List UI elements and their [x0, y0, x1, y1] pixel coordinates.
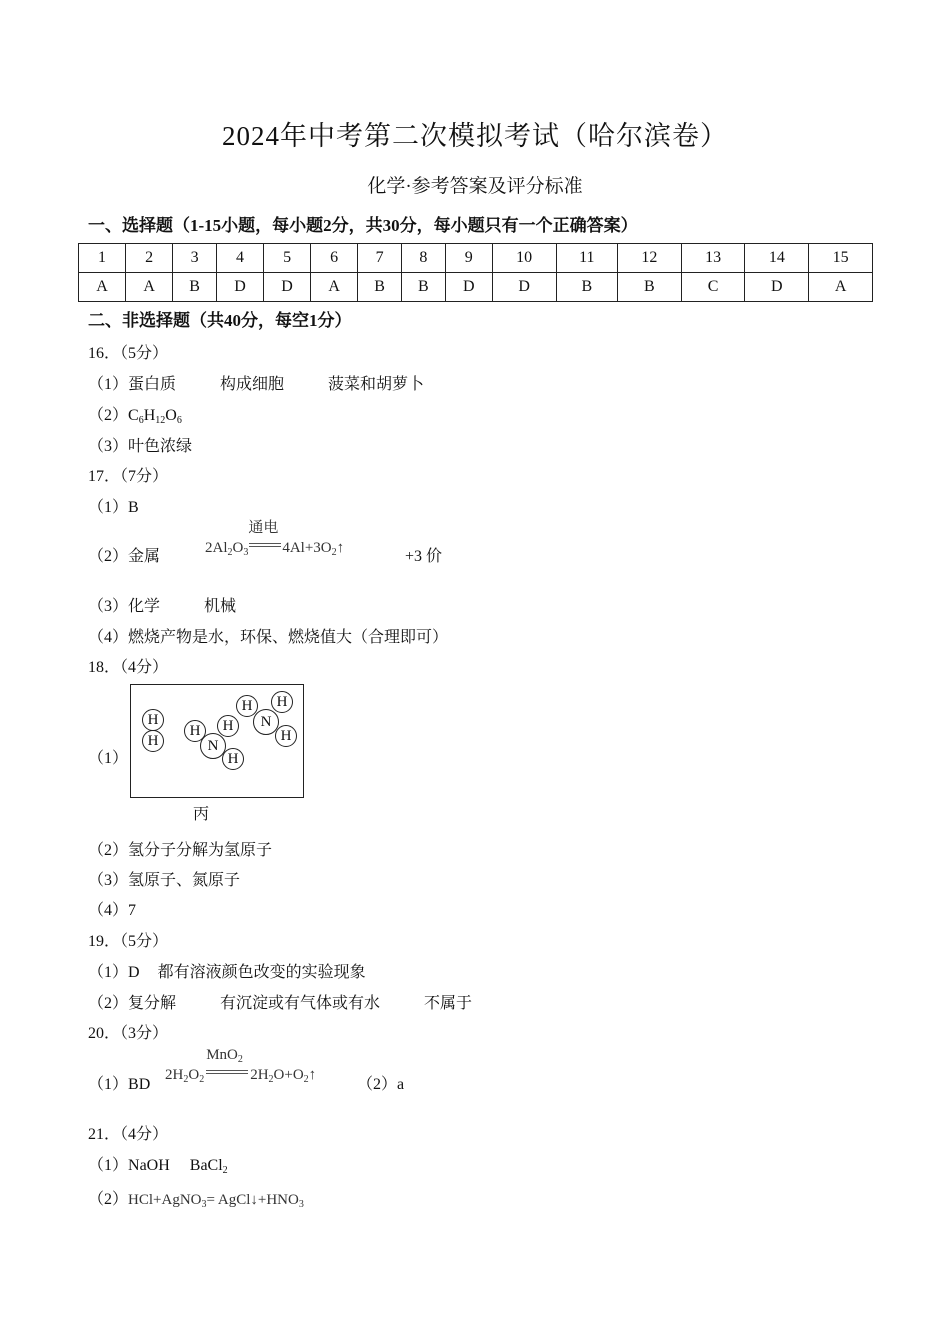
eq-right-sub: 2	[331, 547, 337, 558]
q16-l2-num: （2）	[88, 407, 129, 424]
q17-l3-b: 机械	[204, 598, 237, 615]
question-number-cell: 3	[173, 244, 217, 273]
hydrogen-atom-icon: H	[275, 725, 297, 747]
q17-line3	[88, 593, 236, 616]
eq-double-line	[248, 520, 282, 552]
section1-heading: 一、选择题（1-15小题，每小题2分，共30分，每小题只有一个正确答案）	[88, 216, 638, 235]
question-number-cell: 4	[216, 244, 263, 273]
q18-line4: （4）7	[88, 902, 137, 919]
answer-cell: B	[618, 273, 682, 302]
eq-left: 2H	[165, 1067, 184, 1083]
question-number-cell: 13	[681, 244, 745, 273]
q19-l2-num: （2）	[88, 995, 129, 1012]
eq-right-sub: 3	[298, 1199, 304, 1210]
answer-cell: B	[556, 273, 618, 302]
question-number-cell: 6	[311, 244, 358, 273]
question-number-cell: 8	[401, 244, 445, 273]
formula-h: H	[143, 407, 156, 424]
q20-l1-num: （1）	[88, 1076, 129, 1093]
answer-cell: D	[445, 273, 492, 302]
eq-catalyst-sub: 2	[237, 1054, 243, 1065]
eq-right-sub2: 2	[303, 1074, 309, 1085]
nitrogen-atom-icon: N	[200, 733, 226, 759]
eq-right: = AgCl↓+HNO	[206, 1192, 299, 1208]
q19-l2-b: 有沉淀或有气体或有水	[220, 995, 381, 1012]
q17-l2-a: 金属	[128, 548, 161, 565]
q19-l1-num: （1）	[88, 964, 129, 981]
answer-cell: D	[264, 273, 311, 302]
q19-l1-a: D	[128, 964, 140, 981]
eq-left-sub: 3	[201, 1199, 207, 1210]
eq-left: HCl+AgNO	[128, 1192, 202, 1208]
formula-c-sub: 6	[138, 415, 144, 426]
answer-cell: D	[216, 273, 263, 302]
q20-header: 20．（3分）	[88, 1025, 169, 1042]
q17-l2-valence: +3 价	[405, 548, 443, 565]
q17-line2	[88, 543, 160, 566]
question-number-cell: 10	[492, 244, 556, 273]
formula-o: O	[165, 407, 177, 424]
eq-left-sub1: 2	[227, 547, 233, 558]
eq-right: 4Al+3O	[282, 540, 332, 556]
q18-l1-num: （1）	[88, 750, 129, 767]
formula-o-sub: 6	[176, 415, 182, 426]
q21-equation	[128, 1192, 304, 1208]
diagram-label: 丙	[193, 806, 210, 823]
q17-line1: （1）B	[88, 499, 139, 516]
eq-left: 2Al	[205, 540, 228, 556]
q17-line4: （4）燃烧产物是水，环保、燃烧值大（合理即可）	[88, 629, 449, 646]
nitrogen-atom-icon: N	[253, 709, 279, 735]
answer-cell: A	[311, 273, 358, 302]
q21-l1-num: （1）	[88, 1157, 129, 1174]
q17-l3-num: （3）	[88, 598, 129, 615]
q17-l3-a: 化学	[128, 598, 161, 615]
answer-cell: A	[126, 273, 173, 302]
q19-line1	[88, 959, 366, 982]
q19-line2	[88, 990, 472, 1013]
question-number-cell: 5	[264, 244, 311, 273]
eq-right-sub1: 2	[268, 1074, 274, 1085]
answer-cell: B	[173, 273, 217, 302]
eq-left-sub2: 2	[199, 1074, 205, 1085]
q21-l1-b: BaCl	[189, 1157, 223, 1174]
answer-cell: D	[492, 273, 556, 302]
page-title: 2024年中考第二次模拟考试（哈尔滨卷）	[222, 121, 728, 151]
q17-header: 17．（7分）	[88, 468, 169, 485]
q16-l1-b: 构成细胞	[220, 376, 285, 393]
hydrogen-atom-icon: H	[142, 709, 164, 731]
hydrogen-atom-icon: H	[236, 695, 258, 717]
answer-cell: A	[809, 273, 873, 302]
q20-l1-a: BD	[128, 1076, 151, 1093]
q17-l2-num: （2）	[88, 548, 129, 565]
q21-l1-a: NaOH	[128, 1157, 170, 1174]
answer-cell: A	[79, 273, 126, 302]
hydrogen-atom-icon: H	[217, 715, 239, 737]
eq-catalyst-text: MnO	[206, 1047, 238, 1063]
hydrogen-atom-icon: H	[184, 720, 206, 742]
eq-right-b: O+O	[273, 1067, 304, 1083]
q20-line1	[88, 1071, 150, 1094]
up-arrow-icon: ↑	[308, 1067, 317, 1083]
q16-l1-a: 蛋白质	[128, 376, 177, 393]
hydrogen-atom-icon: H	[142, 730, 164, 752]
answer-cell: B	[358, 273, 402, 302]
eq-left-sub1: 2	[183, 1074, 189, 1085]
eq-condition: 通电	[248, 520, 279, 536]
q16-l1-c: 菠菜和胡萝卜	[328, 376, 425, 393]
q16-line1	[88, 371, 424, 394]
eq-double-line	[204, 1047, 250, 1079]
section2-heading: 二、非选择题（共40分，每空1分）	[88, 311, 352, 330]
q19-header: 19．（5分）	[88, 933, 169, 950]
eq-left-b: O	[188, 1067, 200, 1083]
formula-c: C	[128, 407, 139, 424]
question-number-cell: 12	[618, 244, 682, 273]
hydrogen-atom-icon: H	[222, 748, 244, 770]
q18-header: 18．（4分）	[88, 659, 169, 676]
molecule-diagram-box	[130, 684, 304, 798]
eq-left-sub2: 3	[243, 547, 249, 558]
question-number-cell: 1	[79, 244, 126, 273]
answer-table	[78, 243, 873, 302]
question-number-cell: 7	[358, 244, 402, 273]
page-subtitle: 化学·参考答案及评分标准	[367, 176, 583, 197]
q19-l2-c: 不属于	[424, 995, 473, 1012]
q21-l2-num: （2）	[88, 1191, 129, 1208]
q20-l1-c: （2）a	[357, 1076, 405, 1093]
answer-cell: C	[681, 273, 745, 302]
q21-line1	[88, 1152, 228, 1176]
formula-h-sub: 12	[155, 415, 166, 426]
eq-left-b: O	[232, 540, 244, 556]
answer-table-answer-row	[79, 273, 873, 302]
question-number-cell: 14	[745, 244, 809, 273]
q18-line3: （3）氢原子、氮原子	[88, 872, 241, 889]
answer-cell: B	[401, 273, 445, 302]
answer-cell: D	[745, 273, 809, 302]
q20-equation	[165, 1047, 317, 1085]
q16-line2	[88, 402, 182, 426]
eq-right: 2H	[250, 1067, 269, 1083]
q19-l1-b: 都有溶液颜色改变的实验现象	[157, 964, 366, 981]
answer-table-number-row	[79, 244, 873, 273]
question-number-cell: 9	[445, 244, 492, 273]
hydrogen-atom-icon: H	[271, 691, 293, 713]
q21-header: 21．（4分）	[88, 1126, 169, 1143]
q17-equation	[205, 520, 345, 558]
up-arrow-icon: ↑	[336, 540, 345, 556]
q19-l2-a: 复分解	[128, 995, 177, 1012]
eq-catalyst	[206, 1047, 243, 1065]
q21-line2	[88, 1186, 304, 1210]
question-number-cell: 2	[126, 244, 173, 273]
question-number-cell: 15	[809, 244, 873, 273]
question-number-cell: 11	[556, 244, 618, 273]
q16-l1-num: （1）	[88, 376, 129, 393]
q18-line2: （2）氢分子分解为氢原子	[88, 842, 273, 859]
q16-line3: （3）叶色浓绿	[88, 438, 193, 455]
q16-header: 16．（5分）	[88, 345, 169, 362]
q21-l1-b-sub: 2	[222, 1165, 228, 1176]
